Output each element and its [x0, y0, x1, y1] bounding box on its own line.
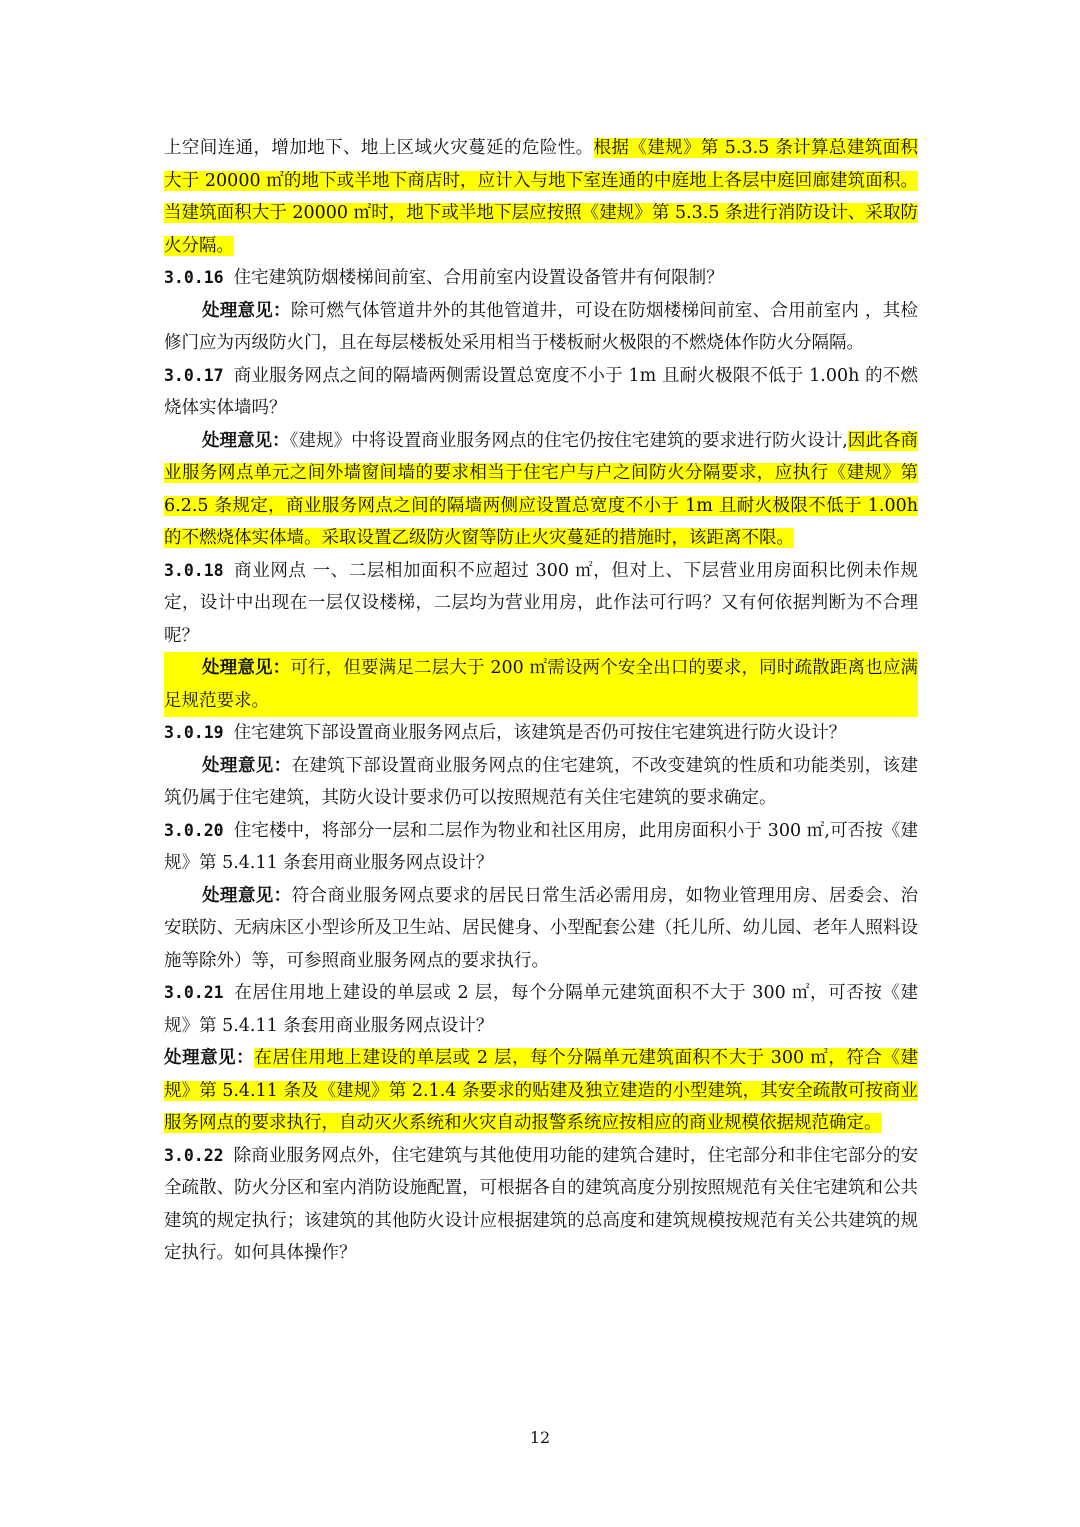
answer-label: 处理意见： — [202, 300, 291, 321]
question-3-0-21 — [164, 977, 918, 1042]
answer-label: 处理意见： — [202, 658, 291, 678]
answer-text: 在建筑下部设置商业服务网点的住宅建筑，不改变建筑的性质和功能类别，该建筑仍属于住宅建筑，其防火设计要求仍可以按照规范有关住宅建筑的要求确定。 — [164, 755, 919, 808]
question-text: 住宅建筑下部设置商业服务网点后，该建筑是否仍可按住宅建筑进行防火设计？ — [233, 723, 847, 743]
question-text: 在居住用地上建设的单层或 2 层，每个分隔单元建筑面积不大于 300 ㎡，可否按《建规》第 5.4.11 条套用商业服务网点设计？ — [164, 983, 918, 1036]
paragraph-continuation — [164, 132, 918, 262]
answer-label: 处理意见： — [202, 430, 290, 451]
question-text: 住宅楼中，将部分一层和二层作为物业和社区用房，此用房面积小于 300 ㎡,可否按《建规》第 5.4.11 条套用商业服务网点设计？ — [164, 820, 918, 873]
question-number: 3.0.20 — [164, 820, 224, 840]
highlighted-text: 因此各商业服务网点单元之间外墙窗间墙的要求相当于住宅户与户之间防火分隔要求，应执行《建规》第 6.2.5 条规定，商业服务网点之间的隔墙两侧应设置总宽度不小于 1m 且耐火极限不低于 1.00h 的不燃烧体实体墙。采取设置乙级防火窗等防止火灾蔓延的措施时，该距离不限。 — [164, 430, 919, 548]
question-text: 除商业服务网点外，住宅建筑与其他使用功能的建筑合建时，住宅部分和非住宅部分的安全疏散、防火分区和室内消防设施配置，可根据各自的建筑高度分别按照规范有关住宅建筑和公共建筑的规定执行；该建筑的其他防火设计应根据建筑的总高度和建筑规模按规范有关公共建筑的规定执行。如何具体操作？ — [164, 1145, 918, 1263]
question-number: 3.0.21 — [164, 983, 224, 1002]
question-text: 住宅建筑防烟楼梯间前室、合用前室内设置设备管井有何限制？ — [233, 268, 724, 288]
question-text: 商业服务网点之间的隔墙两侧需设置总宽度不小于 1m 且耐火极限不低于 1.00h 的不燃烧体实体墙吗？ — [164, 365, 918, 418]
answer-3-0-17 — [164, 425, 918, 555]
answer-text: 符合商业服务网点要求的居民日常生活必需用房，如物业管理用房、居委会、治安联防、无病床区小型诊所及卫生站、居民健身、小型配套公建（托儿所、幼儿园、老年人照料设施等除外）等，可参照商业服务网点的要求执行。 — [164, 885, 919, 971]
question-number: 3.0.17 — [164, 365, 224, 385]
highlighted-text: 在居住用地上建设的单层或 2 层，每个分隔单元建筑面积不大于 300 ㎡，符合《建规》第 5.4.11 条及《建规》第 2.1.4 条要求的贴建及独立建造的小型建筑，其安全疏散可按商业服务网点的要求执行，自动灭火系统和火灾自动报警系统应按相应的商业规模依据规范确定。 — [164, 1048, 918, 1133]
answer-3-0-16 — [164, 295, 918, 360]
answer-label: 处理意见： — [164, 1048, 255, 1068]
answer-label: 处理意见： — [202, 885, 292, 906]
answer-3-0-21 — [164, 1042, 918, 1140]
question-3-0-22 — [164, 1140, 918, 1270]
question-3-0-16 — [164, 262, 918, 295]
answer-3-0-20 — [164, 880, 918, 978]
question-3-0-17 — [164, 360, 918, 425]
question-3-0-20 — [164, 815, 918, 880]
question-text: 商业网点 一、二层相加面积不应超过 300 ㎡，但对上、下层营业用房面积比例未作规定，设计中出现在一层仅设楼梯，二层均为营业用房，此作法可行吗？又有何依据判断为不合理呢？ — [164, 560, 918, 646]
question-number: 3.0.19 — [164, 723, 224, 742]
para-text: 上空间连通，增加地下、地上区域火灾蔓延的危险性。 — [164, 138, 594, 158]
answer-text: 除可燃气体管道井外的其他管道井，可设在防烟楼梯间前室、合用前室内 ，其检修门应为丙级防火门，且在每层楼板处采用相当于楼板耐火极限的不燃烧体作防火分隔隔。 — [164, 300, 919, 353]
answer-3-0-18 — [164, 652, 918, 717]
question-3-0-18 — [164, 555, 918, 653]
question-number: 3.0.18 — [164, 560, 224, 580]
answer-text: 可行，但要满足二层大于 200 ㎡需设两个安全出口的要求，同时疏散距离也应满足规范要求。 — [164, 658, 919, 711]
page-number: 12 — [529, 1428, 551, 1447]
question-number: 3.0.16 — [164, 268, 224, 287]
document-page — [164, 132, 918, 1270]
question-number: 3.0.22 — [164, 1145, 224, 1165]
answer-3-0-19 — [164, 750, 918, 815]
answer-text: 《建规》中将设置商业服务网点的住宅仍按住宅建筑的要求进行防火设计, — [289, 430, 848, 451]
question-3-0-19 — [164, 717, 918, 750]
answer-label: 处理意见： — [202, 755, 292, 776]
highlighted-text: 根据《建规》第 5.3.5 条计算总建筑面积大于 20000 ㎡的地下或半地下商店时，应计入与地下室连通的中庭地上各层中庭回廊建筑面积。当建筑面积大于 20000 ㎡时，地下或半地下层应按照《建规》第 5.3.5 条进行消防设计、采取防火分隔。 — [164, 138, 919, 256]
